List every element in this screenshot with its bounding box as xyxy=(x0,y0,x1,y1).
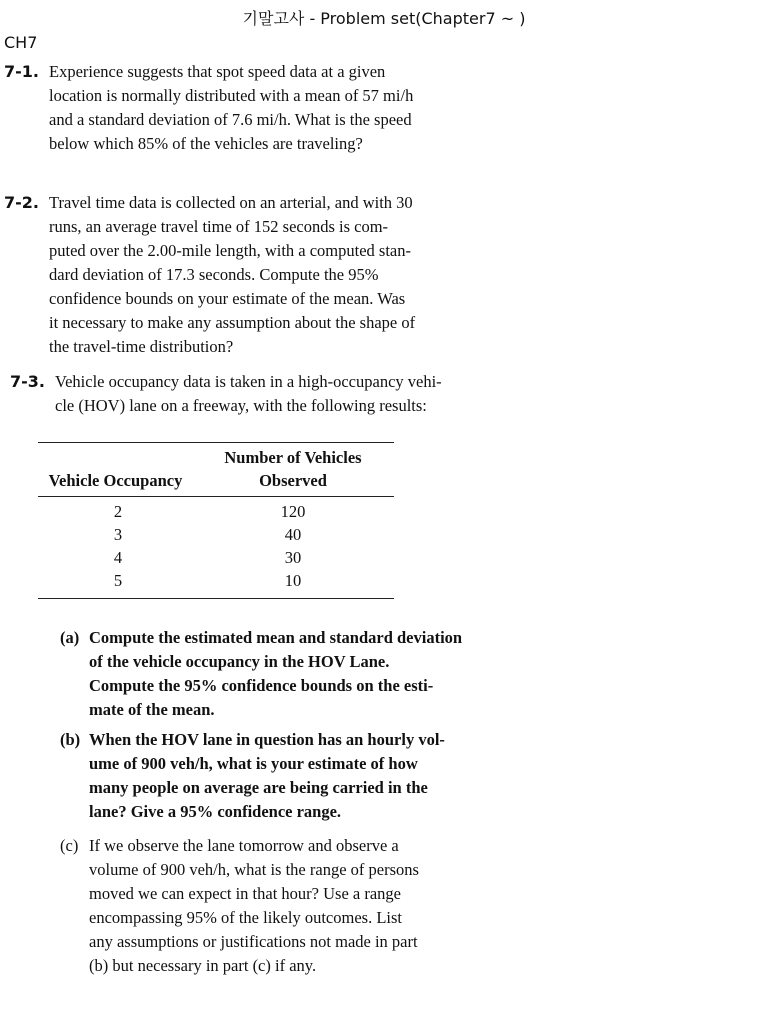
problem-number: 7-1. xyxy=(4,62,39,81)
problem-text xyxy=(49,191,419,359)
subpart-text xyxy=(89,834,419,978)
column-header-occupancy: Vehicle Occupancy xyxy=(48,471,183,490)
text-line: (b) but necessary in part (c) if any. xyxy=(89,956,317,975)
text-line: If we observe the lane tomorrow and observe a xyxy=(89,836,399,855)
problem-number: 7-3. xyxy=(10,372,45,391)
text-line: dard deviation of 17.3 seconds. Compute the 95% xyxy=(49,265,379,284)
table-cell-occupancy: 5 xyxy=(113,571,123,590)
text-line: When the HOV lane in question has an hourly vol- xyxy=(89,730,445,749)
subpart-label: (b) xyxy=(60,730,81,749)
text-line: mate of the mean. xyxy=(89,700,215,719)
table-cell-vehicles: 40 xyxy=(284,525,302,544)
text-line: many people on average are being carried in the xyxy=(89,778,428,797)
text-line: puted over the 2.00-mile length, with a computed stan- xyxy=(49,241,411,260)
table-cell-occupancy: 3 xyxy=(113,525,123,544)
text-line: lane? Give a 95% confidence range. xyxy=(89,802,342,821)
column-header-number-of-vehicles: Number of Vehicles xyxy=(224,448,362,467)
table-cell-occupancy: 2 xyxy=(113,502,123,521)
subpart-label: (a) xyxy=(60,628,80,647)
problem-number: 7-2. xyxy=(4,193,39,212)
text-line: Vehicle occupancy data is taken in a high-occupancy vehi- xyxy=(55,372,442,391)
text-line: volume of 900 veh/h, what is the range of persons xyxy=(89,860,419,879)
text-line: of the vehicle occupancy in the HOV Lane. xyxy=(89,652,390,671)
text-line: Experience suggests that spot speed data at a given xyxy=(49,62,386,81)
problem-text xyxy=(49,60,419,156)
text-line: location is normally distributed with a mean of 57 mi/h xyxy=(49,86,414,105)
table-header-rule xyxy=(38,496,394,497)
text-line: ume of 900 veh/h, what is your estimate of how xyxy=(89,754,418,773)
subpart-text xyxy=(89,728,445,824)
subpart-label: (c) xyxy=(60,836,79,855)
text-line: Travel time data is collected on an arterial, and with 30 xyxy=(49,193,413,212)
text-line: runs, an average travel time of 152 seconds is com- xyxy=(49,217,389,236)
text-line: Compute the estimated mean and standard deviation xyxy=(89,628,463,647)
text-line: the travel-time distribution? xyxy=(49,337,234,356)
column-header-observed: Observed xyxy=(259,471,327,490)
table-bottom-rule xyxy=(38,598,394,599)
text-line: below which 85% of the vehicles are traveling? xyxy=(49,134,363,153)
document-title: 기말고사 - Problem set(Chapter7 ~ ) xyxy=(242,9,526,28)
text-line: confidence bounds on your estimate of the mean. Was xyxy=(49,289,406,308)
table-top-rule xyxy=(38,442,394,443)
table-cell-vehicles: 10 xyxy=(284,571,302,590)
text-line: any assumptions or justifications not made in part xyxy=(89,932,418,951)
text-line: and a standard deviation of 7.6 mi/h. What is the speed xyxy=(49,110,412,129)
table-cell-occupancy: 4 xyxy=(113,548,123,567)
table-cell-vehicles: 30 xyxy=(284,548,302,567)
text-line: moved we can expect in that hour? Use a range xyxy=(89,884,401,903)
text-line: Compute the 95% confidence bounds on the esti- xyxy=(89,676,434,695)
subpart-text xyxy=(89,626,462,722)
text-line: cle (HOV) lane on a freeway, with the following results: xyxy=(55,396,427,415)
chapter-heading: CH7 xyxy=(4,33,38,52)
text-line: encompassing 95% of the likely outcomes. List xyxy=(89,908,402,927)
table-cell-vehicles: 120 xyxy=(280,502,306,521)
text-line: it necessary to make any assumption about the shape of xyxy=(49,313,416,332)
problem-text xyxy=(55,370,442,418)
